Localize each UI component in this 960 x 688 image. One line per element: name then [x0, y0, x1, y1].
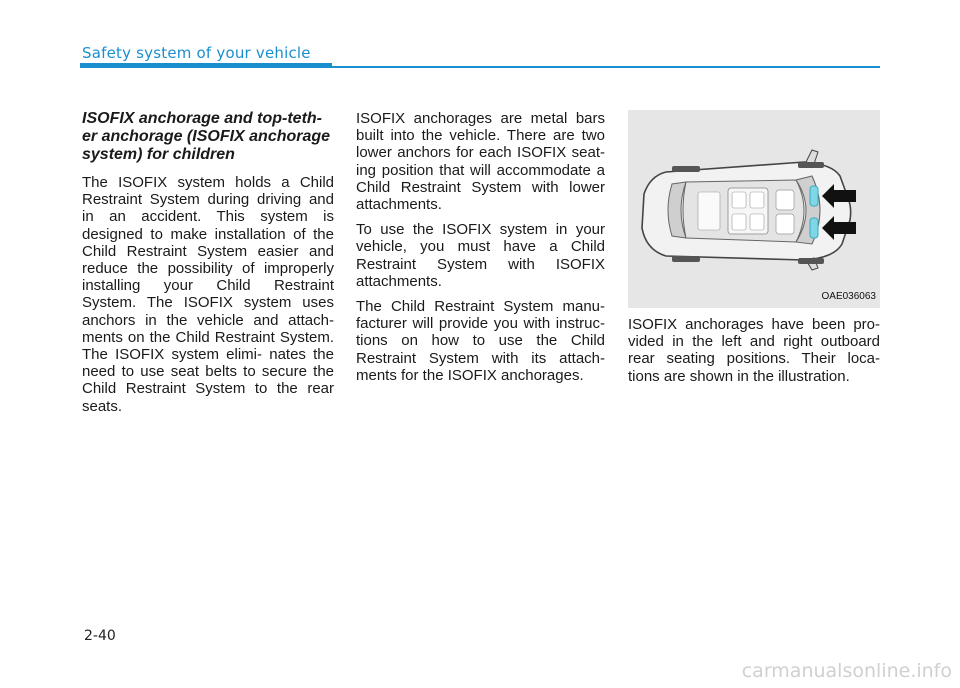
paragraph: ISOFIX anchorages have been pro- vided in the left and right outboard rear seating positions. Their loca- tions are shown in the illustration.	[628, 316, 880, 385]
paragraph: To use the ISOFIX system in your vehicle, you must have a Child Restraint System with ISOFIX attachments.	[356, 221, 605, 290]
column-left	[82, 110, 334, 423]
header-rule-thin	[332, 66, 880, 68]
page-number: 2-40	[84, 628, 116, 644]
car-body	[642, 150, 851, 270]
isofix-illustration	[628, 110, 880, 308]
figure-code: OAE036063	[821, 290, 876, 302]
paragraph: The Child Restraint System manu- facturer will provide you with instruc- tions on how to use the Child Restraint System with its attach- ments for the ISOFIX anchorages.	[356, 298, 605, 384]
watermark: carmanualsonline.info	[741, 660, 952, 682]
section-title: Safety system of your vehicle	[82, 44, 311, 62]
car-top-view-drawing	[628, 110, 880, 308]
column-right	[628, 110, 880, 393]
paragraph: The ISOFIX system holds a Child Restraint System during driving and in an accident. This system is designed to make installation of the Child Restraint System easier and reduce the possibility of improperly installing your Child Restraint System. The ISOFIX system uses anchors in the vehicle and attach- ments on the Child Restraint System. The ISOFIX system elimi- nates the need to use seat belts to secure the Child Restraint System to the rear seats.	[82, 174, 334, 415]
column-middle	[356, 110, 605, 392]
section-heading: ISOFIX anchorage and top-teth- er anchorage (ISOFIX anchorage system) for children	[82, 110, 331, 163]
paragraph: ISOFIX anchorages are metal bars built into the vehicle. There are two lower anchors for each ISOFIX seat- ing position that will accommodate a Child Restraint System with lower attachments.	[356, 110, 605, 214]
header-rule-thick	[80, 63, 332, 68]
